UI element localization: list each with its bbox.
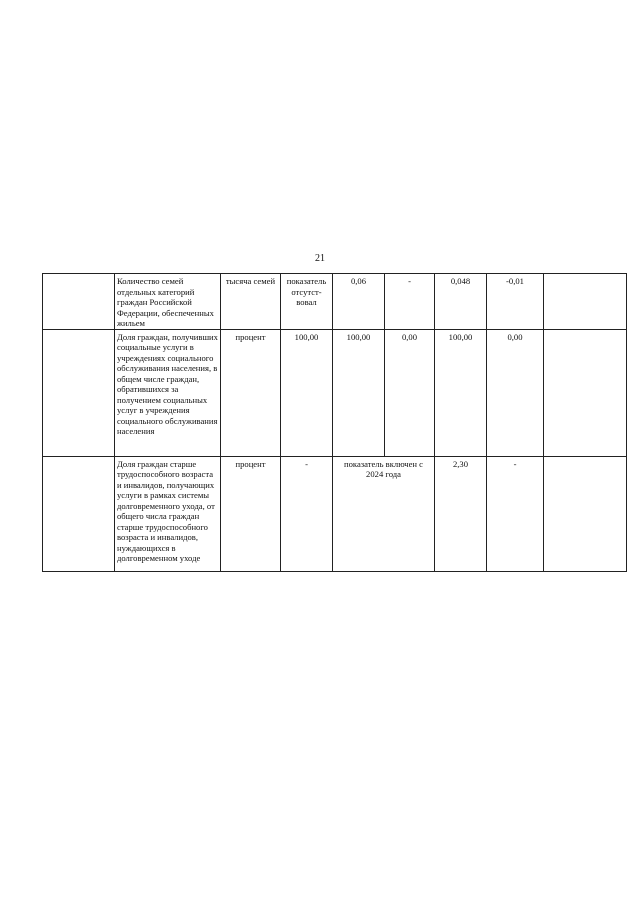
table-row xyxy=(43,274,627,330)
indicator-name-cell: Количество семей отдельных категорий граждан Российской Федерации, обеспеченных жильем xyxy=(115,274,221,330)
unit-cell: процент xyxy=(221,456,281,571)
value-cell: - xyxy=(281,456,333,571)
value-cell: 100,00 xyxy=(281,329,333,456)
empty-cell xyxy=(544,329,627,456)
value-cell: 2,30 xyxy=(435,456,487,571)
table-row xyxy=(43,329,627,456)
empty-cell xyxy=(43,274,115,330)
indicator-name-cell: Доля граждан, получивших социальные услуги в учреждениях социального обслуживания населения, в общем числе граждан, обратившихся за получением социальных услуг в учреждения социального обслуживания населения xyxy=(115,329,221,456)
value-cell: - xyxy=(487,456,544,571)
unit-cell: процент xyxy=(221,329,281,456)
value-cell: 0,06 xyxy=(333,274,385,330)
indicator-name-cell: Доля граждан старше трудоспособного возраста и инвалидов, получающих услуги в рамках системы долговременного ухода, от общего числа граждан старше трудоспособного возраста и инвалидов, нуждающихся в долговременном уходе xyxy=(115,456,221,571)
indicators-table xyxy=(42,273,627,572)
page-number: 21 xyxy=(315,253,325,264)
value-cell: 100,00 xyxy=(333,329,385,456)
empty-cell xyxy=(43,456,115,571)
value-cell: показатель отсутст-вовал xyxy=(281,274,333,330)
empty-cell xyxy=(544,456,627,571)
value-cell: 0,00 xyxy=(487,329,544,456)
empty-cell xyxy=(43,329,115,456)
value-cell: -0,01 xyxy=(487,274,544,330)
empty-cell xyxy=(544,274,627,330)
merged-note-cell: показатель включен с 2024 года xyxy=(333,456,435,571)
value-cell: 0,048 xyxy=(435,274,487,330)
value-cell: 0,00 xyxy=(385,329,435,456)
unit-cell: тысяча семей xyxy=(221,274,281,330)
value-cell: 100,00 xyxy=(435,329,487,456)
table-row xyxy=(43,456,627,571)
value-cell: - xyxy=(385,274,435,330)
